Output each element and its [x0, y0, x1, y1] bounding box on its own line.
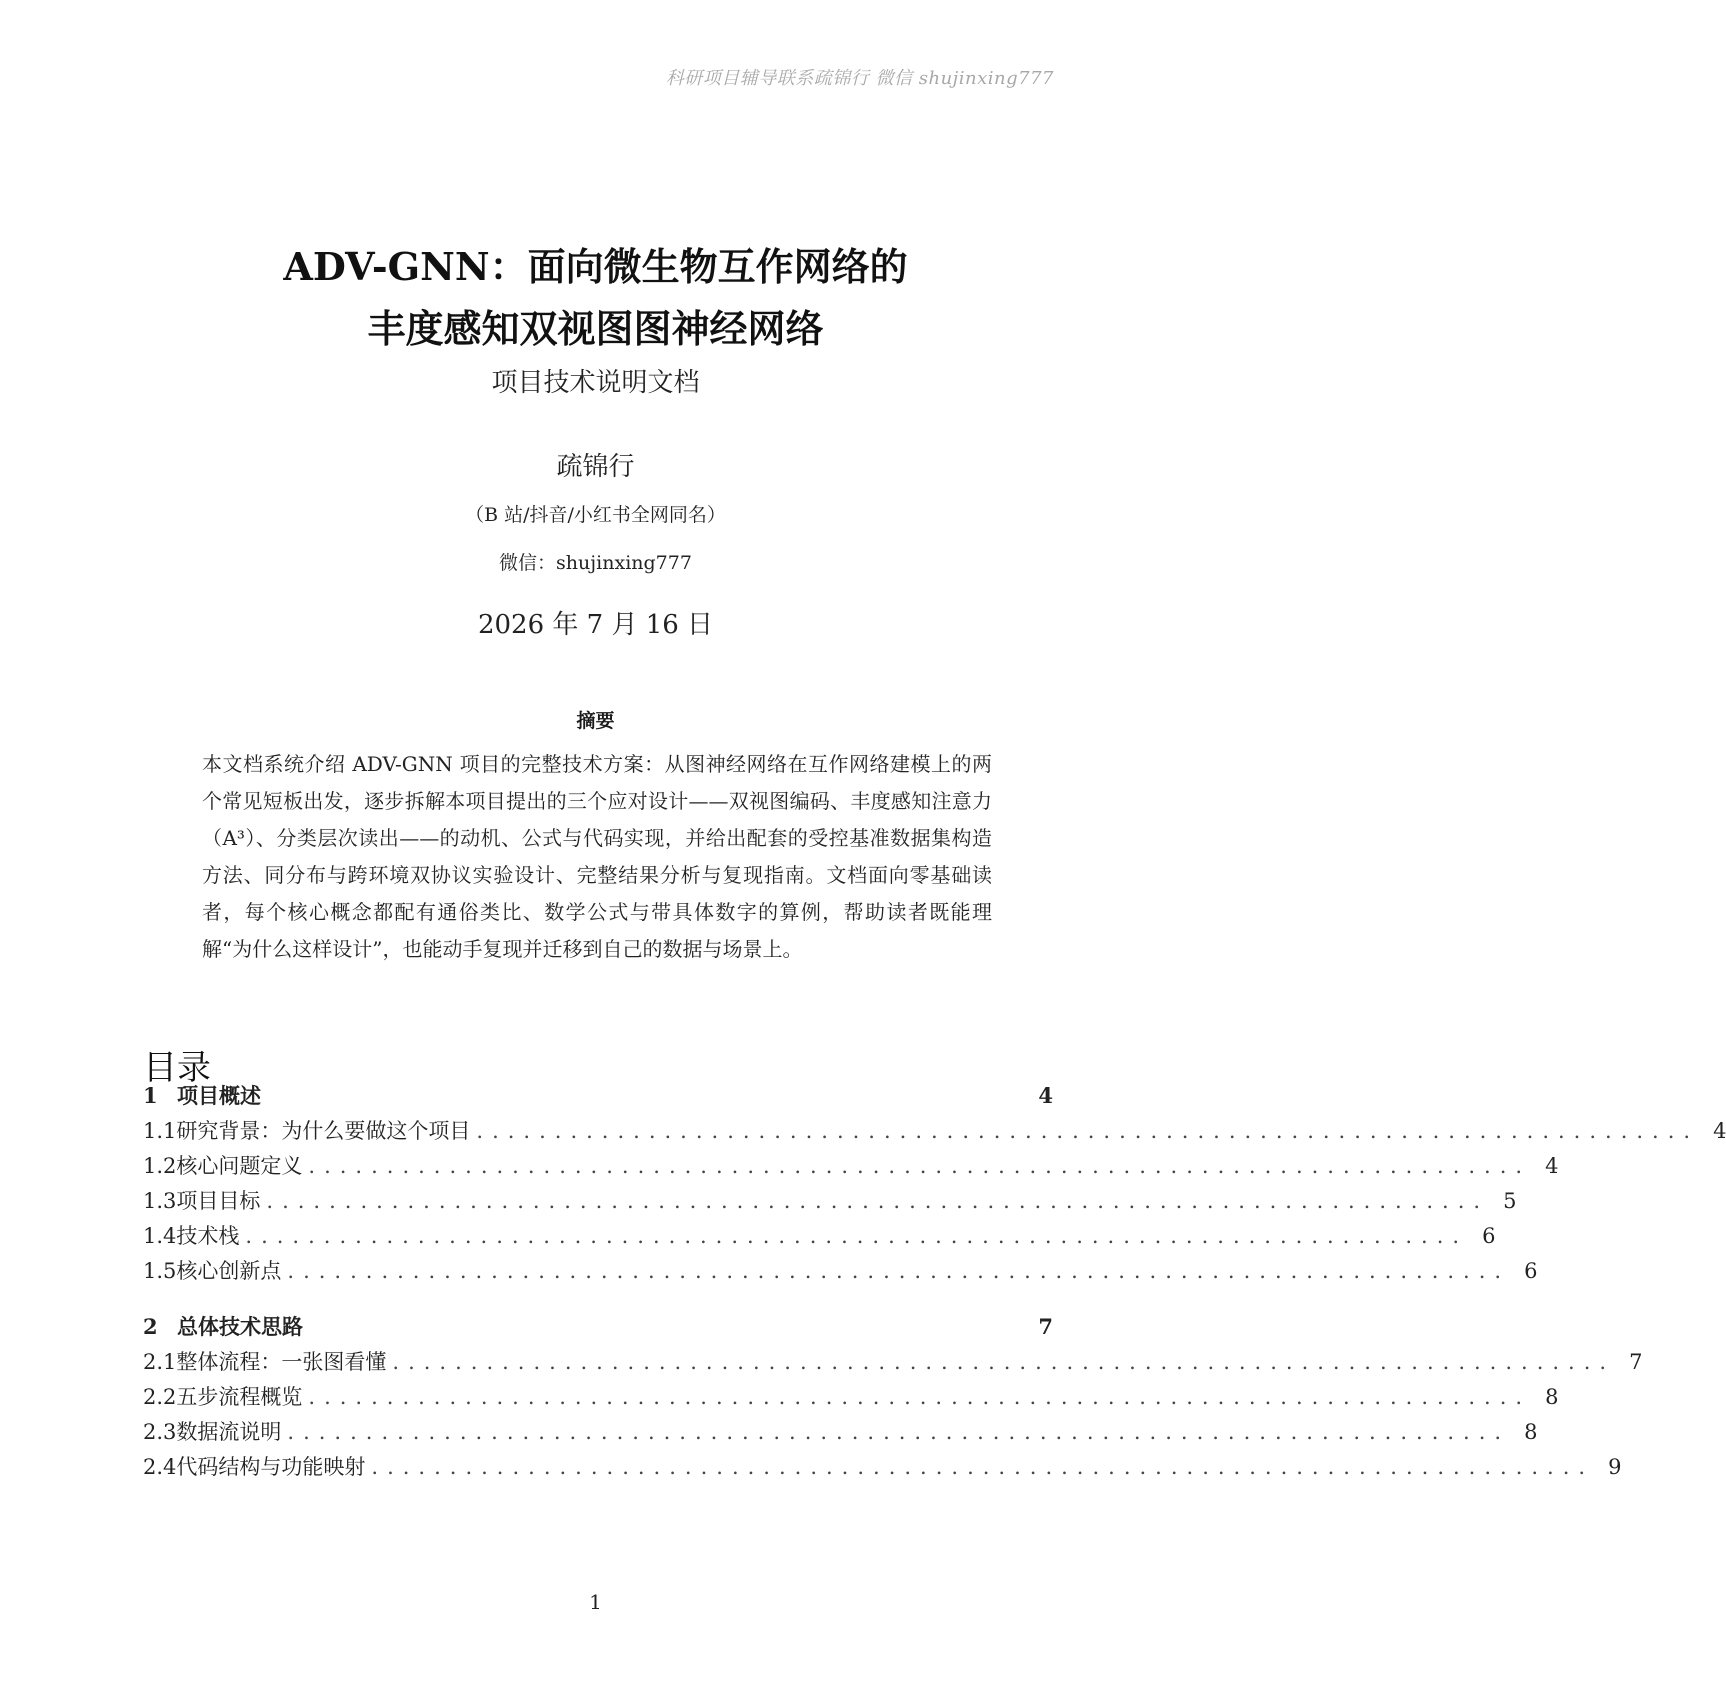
toc-entry[interactable]	[143, 1185, 1517, 1215]
toc-leader-dots: ..............................................................................	[308, 1154, 1532, 1178]
toc-leader-dots: ..............................................................................	[245, 1224, 1469, 1248]
abstract-body: 本文档系统介绍 ADV-GNN 项目的完整技术方案：从图神经网络在互作网络建模上的两个常见短板出发，逐步拆解本项目提出的三个应对设计——双视图编码、丰度感知注意力（A³）、分类层次读出——的动机、公式与代码实现，并给出配套的受控基准数据集构造方法、同分布与跨环境双协议实验设计、完整结果分析与复现指南。文档面向零基础读者，每个核心概念都配有通俗类比、数学公式与带具体数字的算例，帮助读者既能理解“为什么这样设计”，也能动手复现并迁移到自己的数据与场景上。	[202, 752, 992, 961]
toc-leader-dots: ..............................................................................	[287, 1420, 1511, 1444]
toc-entry[interactable]	[143, 1346, 1643, 1376]
header-watermark: 科研项目辅导联系疏锦行 微信 shujinxing777	[665, 68, 1054, 89]
toc-entry-page: 6	[1482, 1224, 1496, 1248]
toc-section-page: 4	[1038, 1083, 1053, 1108]
toc-entry-label: 五步流程概览	[176, 1385, 303, 1409]
toc-leader-dots: ..............................................................................	[308, 1385, 1532, 1409]
toc-entry-number: 1.5	[143, 1259, 177, 1283]
toc-entry-page: 4	[1713, 1119, 1726, 1143]
toc-entry[interactable]	[143, 1255, 1538, 1285]
toc-entry[interactable]	[143, 1381, 1559, 1411]
toc-entry-page: 5	[1503, 1189, 1517, 1213]
toc-entry-number: 1.2	[143, 1154, 177, 1178]
toc-section-label: 总体技术思路	[177, 1315, 303, 1339]
toc-entry-number: 1.3	[143, 1189, 177, 1213]
toc-entry-label: 代码结构与功能映射	[176, 1455, 366, 1479]
toc-section-page: 7	[1038, 1314, 1053, 1339]
toc-entry-label: 数据流说明	[176, 1420, 282, 1444]
toc-entry-label: 技术栈	[176, 1224, 240, 1248]
toc-entry-label: 研究背景：为什么要做这个项目	[176, 1119, 471, 1143]
toc-leader-dots: ..............................................................................	[476, 1119, 1700, 1143]
toc-entry-page: 6	[1524, 1259, 1538, 1283]
toc-section-number: 2	[143, 1314, 158, 1339]
toc-entry-number: 2.4	[143, 1455, 177, 1479]
toc-section[interactable]	[143, 1311, 1053, 1341]
author-wechat: 微信：shujinxing777	[499, 552, 692, 574]
author-aliases: （B 站/抖音/小红书全网同名）	[465, 504, 726, 526]
toc-entry-page: 7	[1629, 1350, 1643, 1374]
author-name: 疏锦行	[556, 452, 635, 482]
toc-heading: 目录	[143, 1048, 211, 1088]
toc-entry-page: 4	[1545, 1154, 1559, 1178]
toc-entry-label: 整体流程：一张图看懂	[176, 1350, 387, 1374]
toc-section-number: 1	[143, 1083, 158, 1108]
toc-entry-number: 1.1	[143, 1119, 177, 1143]
toc-entry-label: 核心问题定义	[176, 1154, 303, 1178]
toc-leader-dots: ..............................................................................	[371, 1455, 1595, 1479]
document-date: 2026 年 7 月 16 日	[477, 610, 714, 640]
toc-entry-label: 项目目标	[176, 1189, 261, 1213]
document-subtitle: 项目技术说明文档	[491, 368, 700, 398]
toc-entry-page: 8	[1545, 1385, 1559, 1409]
toc-entry-number: 2.2	[143, 1385, 177, 1409]
toc-entry[interactable]	[143, 1115, 1726, 1145]
toc-entry[interactable]	[143, 1451, 1622, 1481]
toc-entry[interactable]	[143, 1416, 1538, 1446]
toc-entry[interactable]	[143, 1220, 1496, 1250]
page-number: 1	[589, 1590, 602, 1614]
toc-entry-number: 1.4	[143, 1224, 177, 1248]
title-block	[0, 236, 1191, 399]
document-title-line-2: 丰度感知双视图图神经网络	[367, 307, 824, 351]
toc-entry-label: 核心创新点	[176, 1259, 282, 1283]
toc-leader-dots: ..............................................................................	[287, 1259, 1511, 1283]
toc-entry-page: 9	[1608, 1455, 1622, 1479]
toc-entry[interactable]	[143, 1150, 1559, 1180]
toc-entry-number: 2.1	[143, 1350, 177, 1374]
title-rest: ：面向微生物互作网络的	[489, 245, 908, 289]
title-latin: ADV-GNN	[283, 244, 490, 289]
toc-section-label: 项目概述	[177, 1084, 261, 1108]
document-title-line-1	[0, 236, 1191, 298]
toc-leader-dots: ..............................................................................	[392, 1350, 1616, 1374]
abstract-title: 摘要	[576, 710, 615, 732]
toc-section[interactable]	[143, 1080, 1053, 1110]
toc-entry-number: 2.3	[143, 1420, 177, 1444]
toc-entry-page: 8	[1524, 1420, 1538, 1444]
toc-leader-dots: ..............................................................................	[266, 1189, 1490, 1213]
